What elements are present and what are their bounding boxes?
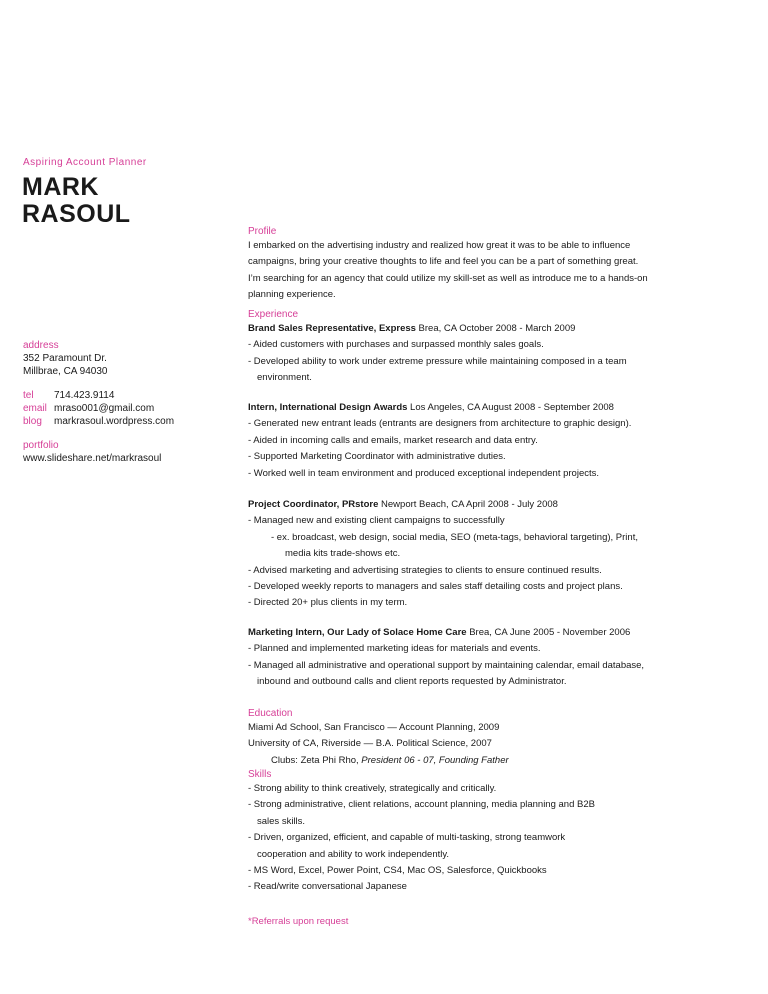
profile-line: planning experience. bbox=[248, 289, 336, 301]
skill-line: - MS Word, Excel, Power Point, CS4, Mac OS, Salesforce, Quickbooks bbox=[248, 865, 547, 877]
profile-line: I’m searching for an agency that could utilize my skill-set as well as introduce me to a hands-on bbox=[248, 272, 648, 284]
job-section bbox=[248, 497, 748, 612]
address-line-1: 352 Paramount Dr. bbox=[23, 353, 107, 364]
job-bullet: - Supported Marketing Coordinator with administrative duties. bbox=[248, 451, 506, 463]
job-title: Project Coordinator, PRstore bbox=[248, 499, 379, 510]
tel-row bbox=[23, 389, 174, 402]
skill-line: - Strong administrative, client relations, account planning, media planning and B2B bbox=[248, 799, 595, 811]
experience-heading: Experience bbox=[248, 309, 299, 320]
job-header bbox=[248, 625, 748, 641]
education-line: Miami Ad School, San Francisco — Account Planning, 2009 bbox=[248, 722, 500, 733]
skills-section bbox=[248, 769, 748, 896]
profile-heading: Profile bbox=[248, 226, 277, 237]
clubs-role: President 06 - 07, Founding Father bbox=[361, 754, 509, 766]
job-bullet: - Planned and implemented marketing ideas for materials and events. bbox=[248, 643, 541, 655]
blog-label: blog bbox=[23, 416, 42, 427]
experience-section bbox=[248, 309, 748, 387]
education-line: University of CA, Riverside — B.A. Political Science, 2007 bbox=[248, 738, 492, 750]
job-bullet: - Aided in incoming calls and emails, market research and data entry. bbox=[248, 434, 538, 446]
profile-line: I embarked on the advertising industry and realized how great it was to be able to influence bbox=[248, 240, 631, 251]
job-header bbox=[248, 497, 748, 513]
skill-line-continued: cooperation and ability to work independently. bbox=[257, 848, 450, 860]
job-details: Newport Beach, CA April 2008 - July 2008 bbox=[378, 499, 558, 510]
skill-line-continued: sales skills. bbox=[257, 815, 306, 827]
candidate-name bbox=[22, 174, 131, 228]
job-header bbox=[248, 321, 748, 337]
skill-line: - Driven, organized, efficient, and capable of multi-tasking, strong teamwork bbox=[248, 832, 566, 844]
address-label: address bbox=[23, 340, 59, 351]
tel-label: tel bbox=[23, 390, 34, 401]
blog-value[interactable]: markrasoul.wordpress.com bbox=[54, 416, 175, 427]
job-bullet: - Managed new and existing client campaigns to successfully bbox=[248, 515, 505, 527]
job-bullet: - Worked well in team environment and produced exceptional independent projects. bbox=[248, 467, 600, 479]
education-section bbox=[248, 708, 748, 769]
job-bullet: - Advised marketing and advertising strategies to clients to ensure continued results. bbox=[248, 564, 602, 576]
job-bullet: - Managed all administrative and operational support by maintaining calendar, email database, bbox=[248, 659, 645, 671]
job-bullet-continued: environment. bbox=[257, 372, 312, 384]
email-row bbox=[23, 402, 174, 415]
job-sub-bullet-continued: media kits trade-shows etc. bbox=[285, 548, 401, 560]
job-bullet: - Generated new entrant leads (entrants are designers from architecture to graphic design). bbox=[248, 418, 632, 430]
blog-row bbox=[23, 415, 174, 428]
job-bullet: - Directed 20+ plus clients in my term. bbox=[248, 597, 408, 609]
referrals-note: *Referrals upon request bbox=[248, 916, 349, 927]
job-section bbox=[248, 400, 748, 482]
job-bullet: - Developed weekly reports to managers and sales staff detailing costs and project plans. bbox=[248, 581, 623, 593]
job-bullet: - Aided customers with purchases and surpassed monthly sales goals. bbox=[248, 339, 544, 351]
job-details: Los Angeles, CA August 2008 - September 2008 bbox=[407, 402, 614, 413]
job-bullet: - Developed ability to work under extreme pressure while maintaining composed in a team bbox=[248, 355, 627, 367]
job-sub-bullet: - ex. broadcast, web design, social media, SEO (meta-tags, behavioral targeting), Print, bbox=[271, 531, 638, 543]
job-details: Brea, CA October 2008 - March 2009 bbox=[415, 323, 576, 334]
subtitle: Aspiring Account Planner bbox=[23, 157, 147, 168]
portfolio-block bbox=[23, 439, 161, 465]
portfolio-link[interactable]: www.slideshare.net/markrasoul bbox=[23, 453, 162, 464]
job-section bbox=[248, 625, 748, 691]
job-title: Marketing Intern, Our Lady of Solace Home Care bbox=[248, 627, 467, 638]
address-block bbox=[23, 339, 108, 378]
profile-section bbox=[248, 226, 748, 304]
job-title: Intern, International Design Awards bbox=[248, 402, 408, 413]
first-name: MARK bbox=[22, 173, 99, 201]
education-clubs bbox=[248, 753, 748, 769]
skills-heading: Skills bbox=[248, 769, 272, 780]
contact-block bbox=[23, 389, 174, 428]
clubs-prefix: Clubs: Zeta Phi Rho, bbox=[271, 754, 362, 766]
job-details: Brea, CA June 2005 - November 2006 bbox=[466, 627, 631, 638]
profile-line: campaigns, bring your creative thoughts to life and feel you can be a part of something great. bbox=[248, 256, 639, 268]
last-name: RASOUL bbox=[22, 200, 131, 228]
tel-value: 714.423.9114 bbox=[54, 390, 115, 401]
address-line-2: Millbrae, CA 94030 bbox=[23, 366, 108, 377]
job-bullet-continued: inbound and outbound calls and client reports requested by Administrator. bbox=[257, 676, 567, 688]
email-label: email bbox=[23, 403, 47, 414]
job-header bbox=[248, 400, 748, 416]
portfolio-label: portfolio bbox=[23, 440, 59, 451]
email-value[interactable]: mraso001@gmail.com bbox=[54, 403, 155, 414]
education-heading: Education bbox=[248, 708, 293, 719]
skill-line: - Read/write conversational Japanese bbox=[248, 881, 407, 893]
skill-line: - Strong ability to think creatively, strategically and critically. bbox=[248, 783, 497, 794]
job-title: Brand Sales Representative, Express bbox=[248, 323, 416, 334]
